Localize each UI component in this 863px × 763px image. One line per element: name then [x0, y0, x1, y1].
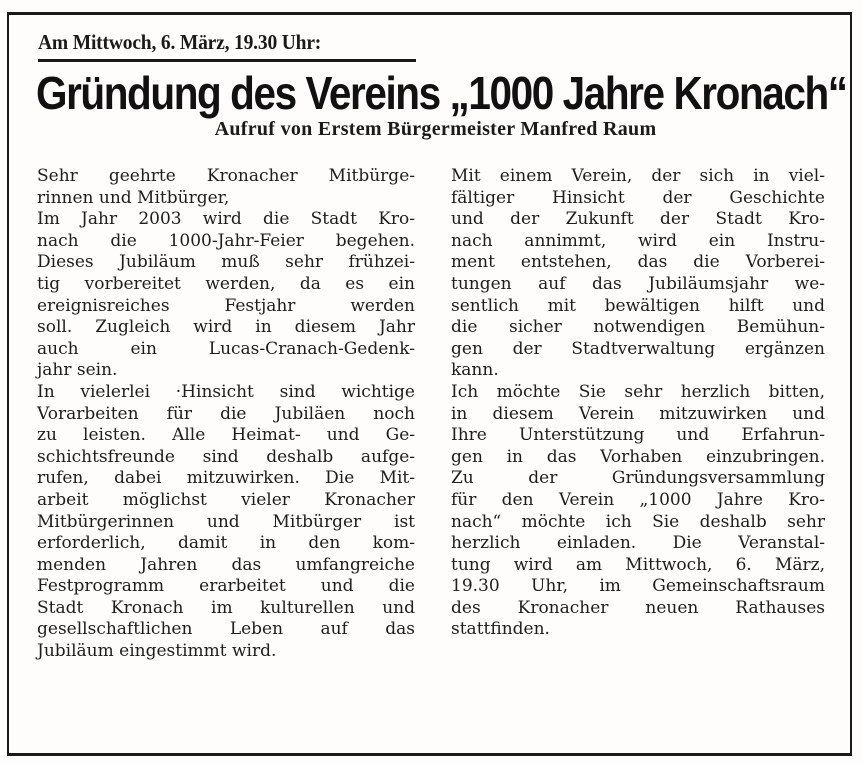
body-line: gen der Stadtverwaltung ergänzen [451, 338, 825, 359]
body-line: auch ein Lucas-Cranach-Gedenk- [37, 338, 415, 359]
body-line: Mitbürgerinnen und Mitbürger ist [37, 511, 415, 532]
body-line: stattfinden. [451, 619, 550, 640]
body-line: schichtsfreunde sind deshalb aufge- [37, 446, 415, 467]
body-line: Stadt Kronach im kulturellen und [37, 597, 415, 618]
body-line: menden Jahren das umfangreiche [37, 554, 415, 575]
body-line: rinnen und Mitbürger, [37, 187, 230, 208]
body-line: in diesem Verein mitzuwirken und [451, 403, 825, 424]
body-line: des Kronacher neuen Rathauses [451, 597, 825, 618]
body-line: Vorarbeiten für die Jubiläen noch [37, 403, 415, 424]
body-line: kann. [451, 360, 499, 381]
body-line: nach“ möchte ich Sie deshalb sehr [451, 511, 825, 532]
body-line: soll. Zugleich wird in diesem Jahr [37, 317, 415, 338]
body-line: tungen auf das Jubiläumsjahr we- [451, 273, 825, 294]
body-line: ment entstehen, das die Vorberei- [451, 252, 825, 273]
body-column-right [451, 166, 825, 641]
body-line: sentlich mit bewältigen hilft und [451, 295, 825, 316]
body-line: zu leisten. Alle Heimat- und Ge- [37, 425, 415, 446]
body-line: die sicher notwendigen Bemühun- [451, 317, 825, 338]
subheadline [0, 118, 863, 141]
body-line: jahr sein. [37, 360, 118, 381]
body-line: nach annimmt, wird ein Instru- [451, 230, 825, 251]
body-line: ereignisreiches Festjahr werden [37, 295, 415, 316]
kicker-underline [38, 59, 416, 62]
body-line: Dieses Jubiläum muß sehr frühzei- [37, 252, 415, 273]
body-line: Zu der Gründungsversammlung [451, 468, 825, 489]
body-line: Im Jahr 2003 wird die Stadt Kro- [37, 209, 415, 230]
body-line: Ich möchte Sie sehr herzlich bitten, [451, 381, 825, 402]
body-line: Ihre Unterstützung und Erfahrun- [451, 425, 825, 446]
body-line: Jubiläum eingestimmt wird. [37, 641, 277, 662]
body-line: Mit einem Verein, der sich in viel- [451, 166, 825, 186]
body-line: für den Verein „1000 Jahre Kro- [451, 489, 825, 510]
body-line: 19.30 Uhr, im Gemeinschaftsraum [451, 576, 825, 597]
body-line: und der Zukunft der Stadt Kro- [451, 209, 825, 230]
body-line: herzlich einladen. Die Veranstal- [451, 533, 825, 554]
body-line: Sehr geehrte Kronacher Mitbürge- [37, 166, 415, 186]
kicker-date-line: Am Mittwoch, 6. März, 19.30 Uhr: [38, 30, 322, 54]
body-line: tig vorbereitet werden, da es ein [37, 273, 415, 294]
body-line: gen in das Vorhaben einzubringen. [451, 446, 825, 467]
body-line: nach die 1000-Jahr-Feier begehen. [37, 230, 415, 251]
body-line: gesellschaftlichen Leben auf das [37, 619, 415, 640]
body-line: Festprogramm erarbeitet und die [37, 576, 415, 597]
body-line: erforderlich, damit in den kom- [37, 533, 415, 554]
body-line: tung wird am Mittwoch, 6. März, [451, 554, 825, 575]
body-line: In vielerlei ·Hinsicht sind wichtige [37, 381, 415, 402]
body-line: fältiger Hinsicht der Geschichte [451, 187, 825, 208]
body-line: rufen, dabei mitzuwirken. Die Mit- [37, 468, 415, 489]
subheadline-text: Aufruf von Erstem Bürgermeister Manfred Raum [214, 118, 657, 140]
headline: Gründung des Vereins „1000 Jahre Kronach“ [36, 67, 847, 119]
body-column-left [37, 166, 415, 663]
body-line: arbeit möglichst vieler Kronacher [37, 489, 415, 510]
